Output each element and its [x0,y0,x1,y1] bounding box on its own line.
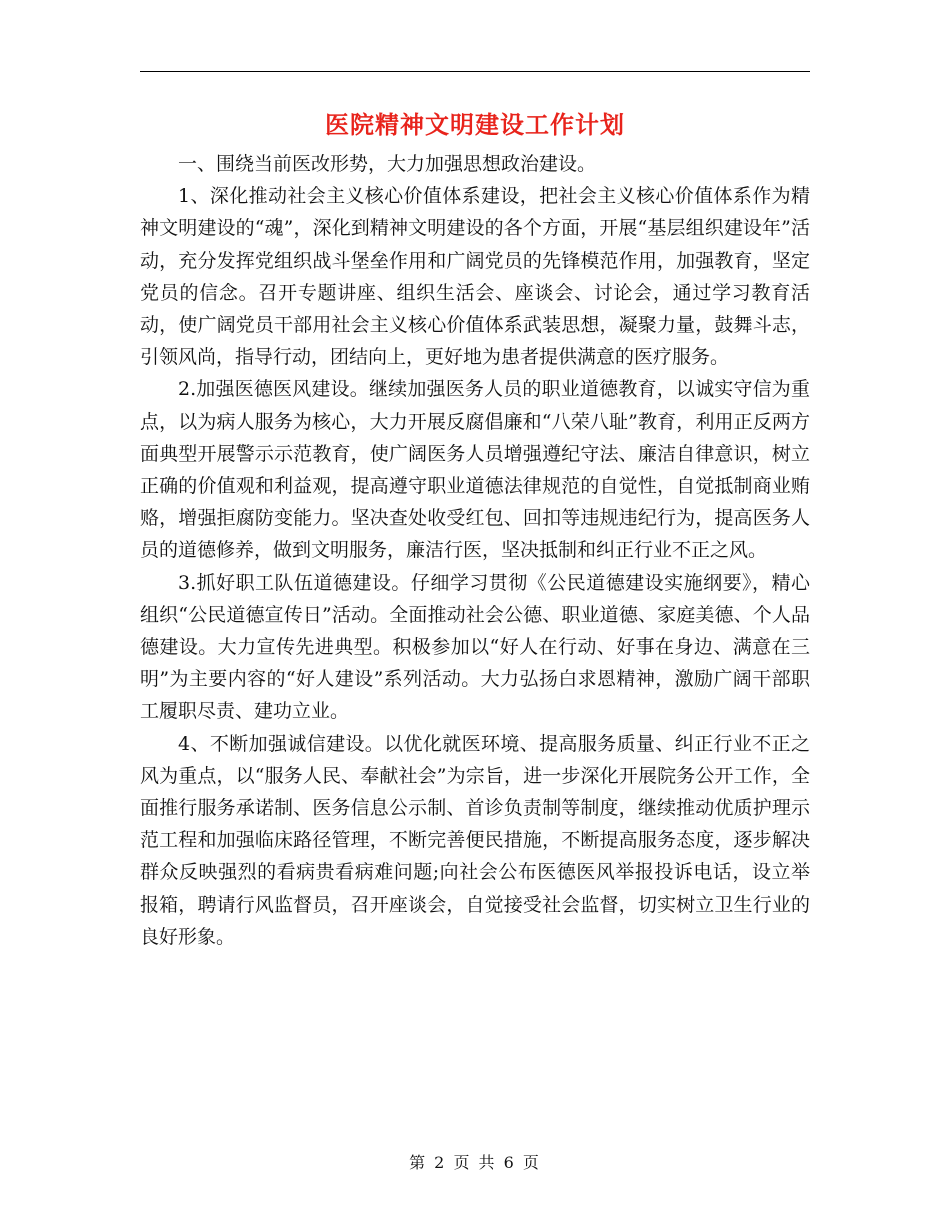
document-title: 医院精神文明建设工作计划 [325,110,625,139]
page-number: 第 2 页 共 6 页 [409,1153,541,1172]
paragraph-1: 1、深化推动社会主义核心价值体系建设，把社会主义核心价值体系作为精神文明建设的“魂”，深化到精神文明建设的各个方面，开展“基层组织建设年”活动，充分发挥党组织战斗堡垒作用和广阔党员的先锋模范作用，加强教育，坚定党员的信念。召开专题讲座、组织生活会、座谈会、讨论会，通过学习教育活动，使广阔党员干部用社会主义核心价值体系武装思想，凝聚力量，鼓舞斗志，引领风尚，指导行动，团结向上，更好地为患者提供满意的医疗服务。 [140,185,810,369]
section-heading-1: 一、围绕当前医改形势，大力加强思想政治建设。 [178,153,597,175]
paragraph-3: 3.抓好职工队伍道德建设。仔细学习贯彻《公民道德建设实施纲要》，精心组织“公民道德宣传日”活动。全面推动社会公德、职业道德、家庭美德、个人品德建设。大力宣传先进典型。积极参加以“好人在行动、好事在身边、满意在三明”为主要内容的“好人建设”系列活动。大力弘扬白求恩精神，激励广阔干部职工履职尽责、建功立业。 [140,571,810,723]
header-rule [140,71,810,72]
paragraph-2: 2.加强医德医风建设。继续加强医务人员的职业道德教育，以诚实守信为重点，以为病人服务为核心，大力开展反腐倡廉和“八荣八耻”教育，利用正反两方面典型开展警示示范教育，使广阔医务人员增强遵纪守法、廉洁自律意识，树立正确的价值观和利益观，提高遵守职业道德法律规范的自觉性，自觉抵制商业贿赂，增强拒腐防变能力。坚决查处收受红包、回扣等违规违纪行为，提高医务人员的道德修养，做到文明服务，廉洁行医，坚决抵制和纠正行业不正之风。 [140,378,810,562]
document-body [140,148,810,953]
paragraph-4: 4、不断加强诚信建设。以优化就医环境、提高服务质量、纠正行业不正之风为重点，以“服务人民、奉献社会”为宗旨，进一步深化开展院务公开工作，全面推行服务承诺制、医务信息公示制、首诊负责制等制度，继续推动优质护理示范工程和加强临床路径管理，不断完善便民措施，不断提高服务态度，逐步解决群众反映强烈的看病贵看病难问题;向社会公布医德医风举报投诉电话，设立举报箱，聘请行风监督员，召开座谈会，自觉接受社会监督，切实树立卫生行业的良好形象。 [140,732,810,948]
